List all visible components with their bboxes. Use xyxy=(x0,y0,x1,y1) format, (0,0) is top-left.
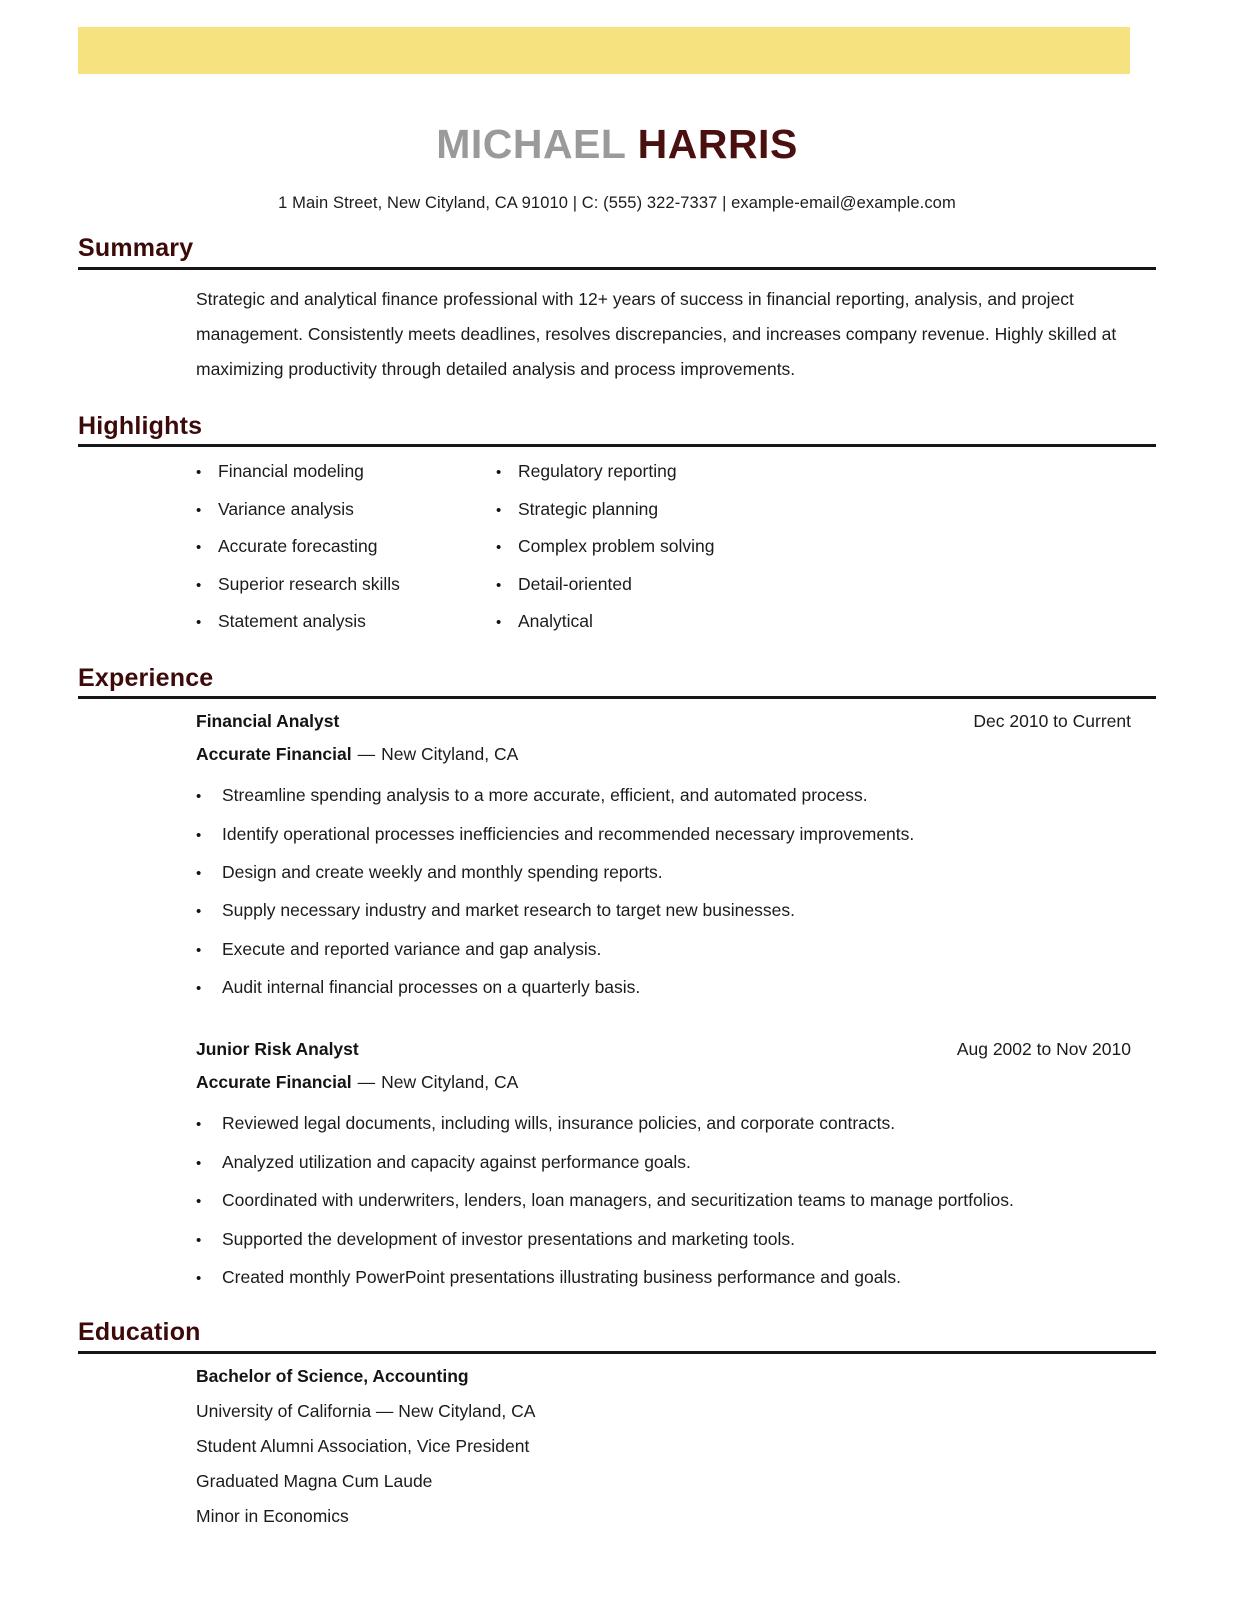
education-detail: Minor in Economics xyxy=(196,1505,349,1526)
bullet-icon: • xyxy=(496,464,502,482)
highlight-label: Statement analysis xyxy=(218,611,366,632)
job-title: Junior Risk Analyst xyxy=(196,1039,359,1060)
list-item xyxy=(196,894,1131,926)
list-item xyxy=(196,1146,1131,1178)
contact-line: 1 Main Street, New Cityland, CA 91010 | C: (555) 322-7337 | example-email@example.com xyxy=(278,194,956,213)
job-bullet-text: Supply necessary industry and market research to target new businesses. xyxy=(222,900,795,921)
job-bullet-text: Created monthly PowerPoint presentations illustrating business performance and goals. xyxy=(222,1266,901,1287)
job-company: Accurate Financial xyxy=(196,1072,352,1093)
summary-body xyxy=(78,270,1156,387)
summary-text: Strategic and analytical finance professional with 12+ years of success in financial reporting, analysis, and project management. Consistently meets deadlines, resolves discrepancies, and increases company revenue. Highly skilled at maximizing productivity through detailed analysis and process improvements. xyxy=(196,288,1117,379)
section-summary xyxy=(78,235,1156,387)
experience-entry xyxy=(196,711,1156,1003)
section-experience xyxy=(78,665,1156,1294)
experience-entry xyxy=(196,1039,1156,1293)
highlights-column-left xyxy=(196,463,496,651)
highlight-label: Detail-oriented xyxy=(518,573,632,594)
bullet-icon: • xyxy=(196,1154,202,1172)
bullet-icon: • xyxy=(196,788,202,806)
education-body xyxy=(78,1354,1156,1527)
list-item xyxy=(196,856,1131,888)
job-bullet-text: Coordinated with underwriters, lenders, loan managers, and securitization teams to manage portfolios. xyxy=(222,1190,1014,1211)
job-bullet-text: Design and create weekly and monthly spending reports. xyxy=(222,861,663,882)
list-item xyxy=(196,613,496,631)
job-bullet-text: Streamline spending analysis to a more accurate, efficient, and automated process. xyxy=(222,785,868,806)
job-date: Dec 2010 to Current xyxy=(973,711,1131,732)
bullet-icon: • xyxy=(196,980,202,998)
bullet-icon: • xyxy=(196,903,202,921)
list-item xyxy=(496,613,796,631)
highlights-body xyxy=(78,447,1156,651)
header-accent-banner xyxy=(78,27,1130,74)
bullet-icon: • xyxy=(196,826,202,844)
list-item xyxy=(496,538,796,556)
bullet-icon: • xyxy=(196,941,202,959)
bullet-icon: • xyxy=(196,576,202,594)
bullet-icon: • xyxy=(196,464,202,482)
bullet-icon: • xyxy=(196,1269,202,1287)
list-item xyxy=(196,779,1131,811)
bullet-icon: • xyxy=(196,864,202,882)
bullet-icon: • xyxy=(196,614,202,632)
highlights-column-right xyxy=(496,463,796,651)
experience-body xyxy=(78,699,1156,1293)
education-degree: Bachelor of Science, Accounting xyxy=(196,1365,469,1386)
job-location: New Cityland, CA xyxy=(381,744,519,765)
resume-content xyxy=(78,105,1156,1541)
bullet-icon: • xyxy=(496,614,502,632)
name-first: MICHAEL xyxy=(436,121,626,167)
list-item xyxy=(196,971,1131,1003)
highlight-label: Superior research skills xyxy=(218,573,400,594)
bullet-icon: • xyxy=(196,539,202,557)
section-title-education: Education xyxy=(78,1318,201,1347)
section-title-highlights: Highlights xyxy=(78,411,203,440)
bullet-icon: • xyxy=(196,1116,202,1134)
name-last: HARRIS xyxy=(637,121,798,167)
highlight-label: Accurate forecasting xyxy=(218,536,378,557)
job-bullet-text: Execute and reported variance and gap analysis. xyxy=(222,938,602,959)
job-bullet-text: Analyzed utilization and capacity against performance goals. xyxy=(222,1151,691,1172)
highlight-label: Financial modeling xyxy=(218,461,364,482)
page-title xyxy=(78,105,1156,168)
bullet-icon: • xyxy=(496,576,502,594)
list-item xyxy=(196,573,496,594)
job-bullet-text: Reviewed legal documents, including wills, insurance policies, and corporate contracts. xyxy=(222,1113,896,1134)
list-item xyxy=(196,1184,1131,1216)
job-company: Accurate Financial xyxy=(196,744,352,765)
job-separator: — xyxy=(357,1072,376,1093)
list-item xyxy=(196,538,496,556)
education-detail: University of California — New Cityland, CA xyxy=(196,1400,536,1421)
section-title-summary: Summary xyxy=(78,234,194,263)
bullet-icon: • xyxy=(496,501,502,519)
highlight-label: Regulatory reporting xyxy=(518,461,677,482)
bullet-icon: • xyxy=(196,1231,202,1249)
section-education xyxy=(78,1319,1156,1527)
job-date: Aug 2002 to Nov 2010 xyxy=(956,1039,1131,1060)
bullet-icon: • xyxy=(196,1193,202,1211)
job-separator: — xyxy=(357,744,376,765)
job-location: New Cityland, CA xyxy=(381,1072,519,1093)
education-detail: Student Alumni Association, Vice President xyxy=(196,1435,530,1456)
list-item xyxy=(196,1223,1131,1255)
job-bullet-list xyxy=(196,1107,1156,1293)
job-title: Financial Analyst xyxy=(196,711,340,732)
list-item xyxy=(496,573,796,594)
job-bullet-text: Supported the development of investor presentations and marketing tools. xyxy=(222,1228,795,1249)
highlight-label: Variance analysis xyxy=(218,498,354,519)
job-bullet-text: Audit internal financial processes on a quarterly basis. xyxy=(222,977,641,998)
list-item xyxy=(496,498,796,519)
list-item xyxy=(196,498,496,519)
highlight-label: Complex problem solving xyxy=(518,536,715,557)
bullet-icon: • xyxy=(496,539,502,557)
bullet-icon: • xyxy=(196,501,202,519)
job-bullet-text: Identify operational processes inefficiencies and recommended necessary improvements. xyxy=(222,823,915,844)
list-item xyxy=(196,463,496,481)
list-item xyxy=(196,933,1131,965)
list-item xyxy=(496,463,796,481)
list-item xyxy=(196,1261,1131,1293)
list-item xyxy=(196,1107,1131,1139)
highlight-label: Analytical xyxy=(518,611,593,632)
section-title-experience: Experience xyxy=(78,663,214,692)
section-highlights xyxy=(78,413,1156,651)
education-detail: Graduated Magna Cum Laude xyxy=(196,1470,433,1491)
highlight-label: Strategic planning xyxy=(518,498,659,519)
list-item xyxy=(196,818,1131,850)
job-bullet-list xyxy=(196,779,1156,1003)
